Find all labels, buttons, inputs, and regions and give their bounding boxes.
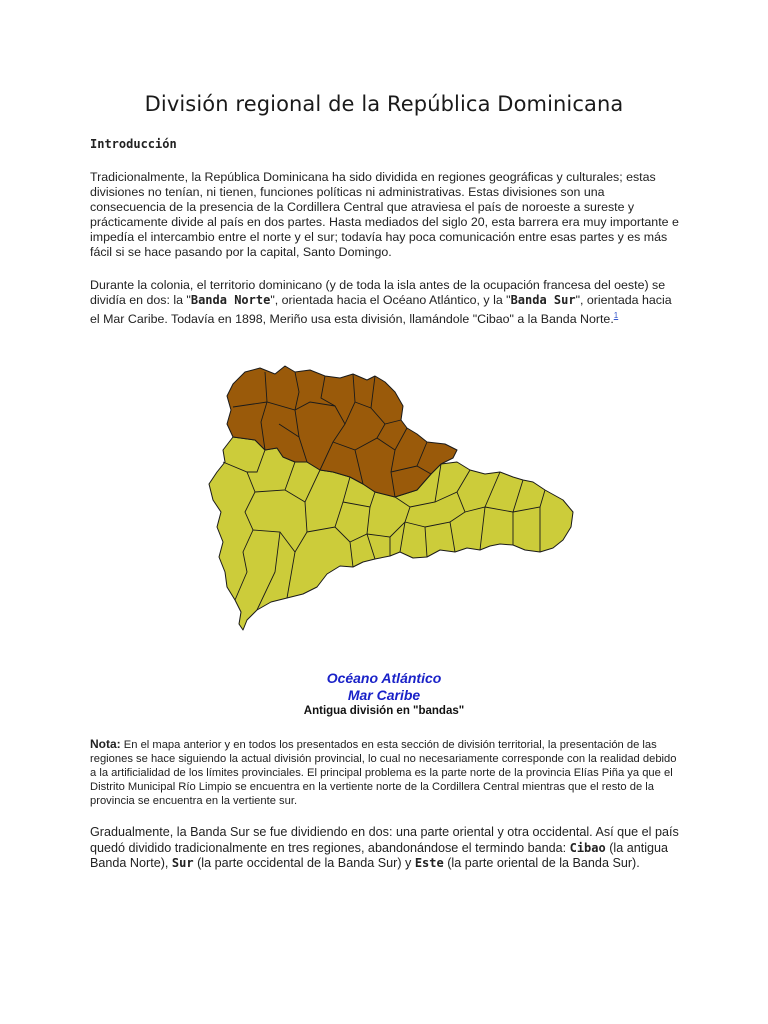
regions-paragraph	[90, 825, 680, 872]
cibao-bold: Cibao	[569, 840, 606, 855]
ocean-label: Océano Atlántico	[326, 670, 442, 686]
para3-text-3: (la parte occidental de la Banda Sur) y	[193, 856, 415, 870]
para2-text-1: Durante la colonia, el territorio dominicano (y de toda la isla antes de la ocupación francesa del oeste) se dividía en dos: la "	[90, 278, 666, 308]
section-heading: Introducción	[90, 137, 177, 151]
map-caption: Antigua división en "bandas"	[303, 705, 465, 717]
para3-text-2: (la antigua Banda Norte),	[90, 840, 669, 870]
sea-label: Mar Caribe	[347, 687, 421, 703]
intro-paragraph: Tradicionalmente, la República Dominicana ha sido dividida en regiones geográficas y culturales; estas divisiones no tenían, ni tienen, funciones políticas ni administrativas. Estas divisiones son una consecuencia de la presencia de la Cordillera Central que atraviesa el país de noroeste a sureste y prácticamente divide al país en dos partes. Hasta mediados del siglo 20, esta barrera era muy importante e impedía el intercambio entre el norte y el sur; todavía hay poca comunicación entre esas partes y es más fácil si se hace pasando por la capital, Santo Domingo.	[90, 170, 679, 260]
page-title: División regional de la República Dominicana	[144, 92, 624, 116]
colonial-paragraph	[90, 278, 680, 327]
para2-text-2: ", orientada hacia el Océano Atlántico, y la "	[270, 293, 511, 308]
note-label: Nota:	[90, 737, 121, 751]
para3-text-4: (la parte oriental de la Banda Sur).	[443, 856, 640, 870]
footnote-link[interactable]: 1	[613, 311, 619, 321]
banda-norte-bold: Banda Norte	[190, 293, 271, 308]
note-paragraph	[90, 737, 680, 808]
sur-bold: Sur	[171, 856, 194, 870]
banda-sur-bold: Banda Sur	[510, 293, 576, 308]
note-text: En el mapa anterior y en todos los presentados en esta sección de división territorial, la presentación de las regiones se hace siguiendo la actual división provincial, lo cual no necesariamente corresponde con la realidad debido a la artificialidad de los límites provinciales. El principal problema es la parte norte de la provincia Elías Piña ya que el Distrito Municipal Río Limpio se encuentra en la vertiente norte de la Cordillera Central mientras que el resto de la provincia se encuentra en la vertiente sur.	[90, 739, 677, 807]
para3-text-1: Gradualmente, la Banda Sur se fue dividiendo en dos: una parte oriental y otra occidental. Así que el país quedó dividido tradicionalmente en tres regiones, abandonándose el termindo banda:	[90, 825, 679, 855]
este-bold: Este	[414, 856, 444, 870]
dominican-republic-map	[195, 362, 575, 637]
para2-text-3: ", orientada hacia el Mar Caribe. Todavía en 1898, Meriño usa esta división, llamándole "Cibao" a la Banda Norte.	[90, 293, 672, 327]
